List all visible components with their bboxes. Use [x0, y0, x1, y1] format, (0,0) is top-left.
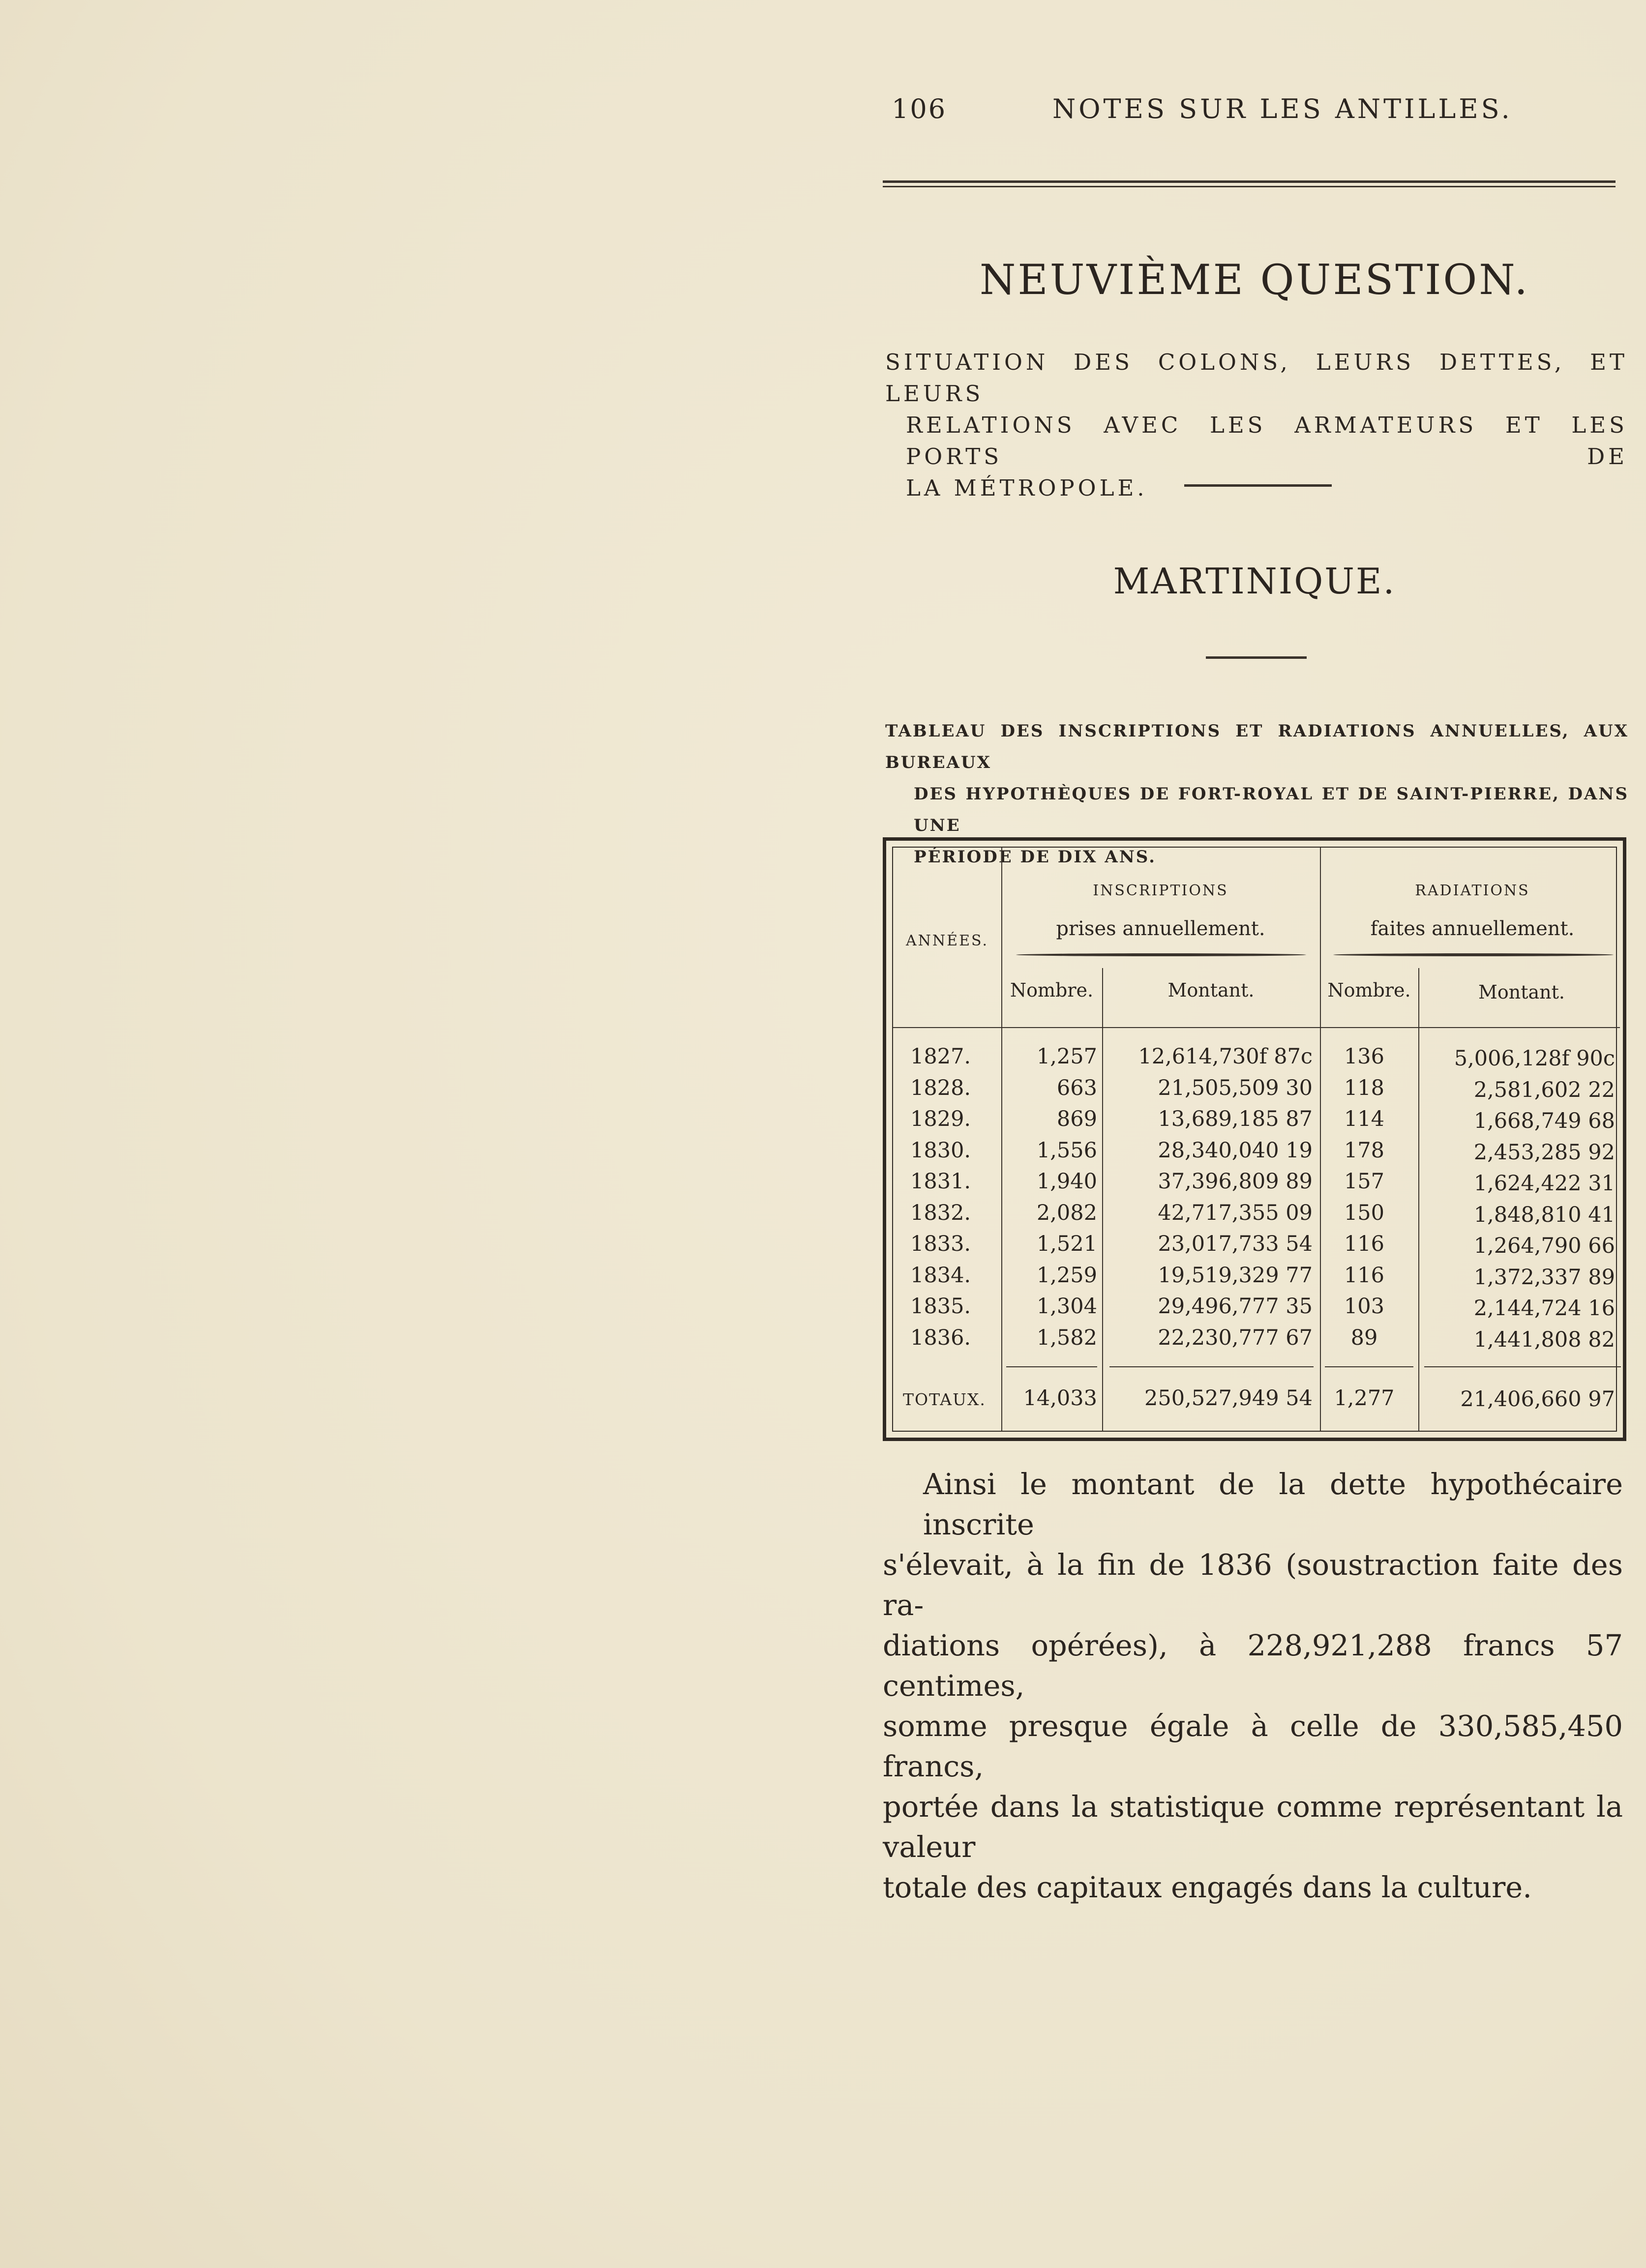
row-rad-montant: 1,848,810 41 — [1473, 1203, 1615, 1227]
body-paragraph — [883, 1464, 1623, 1908]
header-double-rule — [883, 180, 1616, 187]
mortgage-table — [883, 837, 1626, 1441]
row-rad-nombre: 136 — [1344, 1044, 1385, 1069]
paragraph-line: totale des capitaux engagés dans la culture. — [883, 1870, 1532, 1904]
row-ins-montant: 12,614,730f 87c — [1138, 1044, 1313, 1069]
row-rad-nombre: 116 — [1344, 1232, 1385, 1256]
col-divider — [1102, 968, 1103, 1431]
totals-ins-nombre: 14,033 — [1023, 1386, 1097, 1411]
running-header — [883, 93, 1626, 133]
row-year: 1834. — [910, 1263, 971, 1288]
totals-label: TOTAUX. — [903, 1390, 986, 1409]
row-rad-montant: 1,668,749 68 — [1473, 1109, 1615, 1133]
table-inner-border — [892, 847, 1617, 1432]
row-ins-nombre: 869 — [1056, 1107, 1097, 1131]
totals-rule — [1006, 1366, 1097, 1367]
ornamental-rule — [1333, 953, 1614, 956]
paragraph-line: s'élevait, à la fin de 1836 (soustraction faite des ra- — [883, 1548, 1623, 1622]
row-rad-nombre: 114 — [1344, 1107, 1385, 1131]
section-divider — [1206, 656, 1307, 659]
totals-ins-montant: 250,527,949 54 — [1144, 1386, 1313, 1411]
years-header: ANNÉES. — [906, 932, 988, 949]
row-ins-nombre: 1,259 — [1036, 1263, 1097, 1288]
subtitle-line: SITUATION DES COLONS, LEURS DETTES, ET LEURS — [885, 349, 1628, 407]
row-ins-nombre: 2,082 — [1036, 1201, 1097, 1225]
running-title: NOTES SUR LES ANTILLES. — [1052, 93, 1513, 124]
row-ins-montant: 22,230,777 67 — [1158, 1325, 1313, 1350]
paragraph-line: somme presque égale à celle de 330,585,450 francs, — [883, 1709, 1623, 1783]
rad-montant-header: Montant. — [1478, 981, 1565, 1003]
row-year: 1831. — [910, 1169, 971, 1194]
row-rad-nombre: 118 — [1344, 1076, 1385, 1100]
caption-line: PÉRIODE DE DIX ANS. — [914, 847, 1156, 867]
row-ins-nombre: 1,521 — [1036, 1232, 1097, 1256]
totals-rad-montant: 21,406,660 97 — [1460, 1387, 1615, 1412]
header-bottom-rule — [893, 1027, 1620, 1028]
row-ins-montant: 13,689,185 87 — [1158, 1107, 1313, 1131]
row-ins-nombre: 1,304 — [1036, 1294, 1097, 1319]
row-ins-montant: 23,017,733 54 — [1158, 1232, 1313, 1256]
row-ins-montant: 19,519,329 77 — [1158, 1263, 1313, 1288]
row-rad-nombre: 178 — [1344, 1138, 1385, 1163]
subtitle-line: RELATIONS AVEC LES ARMATEURS ET LES PORTS DE — [906, 412, 1628, 470]
region-title: MARTINIQUE. — [1113, 560, 1396, 602]
radiations-subheader: faites annuellement. — [1370, 917, 1575, 940]
row-ins-montant: 37,396,809 89 — [1158, 1169, 1313, 1194]
row-rad-nombre: 89 — [1350, 1325, 1378, 1350]
caption-line: DES HYPOTHÈQUES DE FORT-ROYAL ET DE SAINT-PIERRE, DANS UNE — [914, 784, 1629, 835]
row-year: 1832. — [910, 1201, 971, 1225]
totals-rule — [1109, 1366, 1314, 1367]
ornamental-rule — [1016, 953, 1306, 956]
row-ins-nombre: 663 — [1056, 1076, 1097, 1100]
rad-nombre-header: Nombre. — [1327, 979, 1411, 1001]
section-divider — [1184, 484, 1332, 487]
row-year: 1833. — [910, 1232, 971, 1256]
row-ins-montant: 28,340,040 19 — [1158, 1138, 1313, 1163]
row-ins-nombre: 1,582 — [1036, 1325, 1097, 1350]
caption-line: TABLEAU DES INSCRIPTIONS ET RADIATIONS ANNUELLES, AUX BUREAUX — [885, 721, 1629, 772]
ins-montant-header: Montant. — [1167, 979, 1255, 1001]
paragraph-line: diations opérées), à 228,921,288 francs 57 centimes, — [883, 1628, 1623, 1703]
question-subtitle — [885, 347, 1628, 504]
row-rad-montant: 1,441,808 82 — [1473, 1327, 1615, 1352]
row-ins-nombre: 1,940 — [1036, 1169, 1097, 1194]
row-rad-nombre: 116 — [1344, 1263, 1385, 1288]
row-rad-montant: 1,372,337 89 — [1473, 1265, 1615, 1290]
radiations-header: RADIATIONS — [1415, 882, 1530, 899]
row-rad-nombre: 157 — [1344, 1169, 1385, 1194]
row-ins-montant: 29,496,777 35 — [1158, 1294, 1313, 1319]
row-rad-nombre: 103 — [1344, 1294, 1385, 1319]
row-rad-montant: 1,264,790 66 — [1473, 1234, 1615, 1258]
row-ins-montant: 21,505,509 30 — [1158, 1076, 1313, 1100]
row-ins-nombre: 1,257 — [1036, 1044, 1097, 1069]
subtitle-line: LA MÉTROPOLE. — [906, 475, 1148, 501]
row-rad-montant: 2,453,285 92 — [1473, 1140, 1615, 1165]
row-year: 1835. — [910, 1294, 971, 1319]
inscriptions-header: INSCRIPTIONS — [1093, 882, 1228, 899]
totals-rule — [1325, 1366, 1413, 1367]
ins-nombre-header: Nombre. — [1010, 979, 1094, 1001]
question-title: NEUVIÈME QUESTION. — [979, 256, 1530, 304]
row-ins-nombre: 1,556 — [1036, 1138, 1097, 1163]
inscriptions-subheader: prises annuellement. — [1056, 917, 1265, 940]
row-rad-montant: 2,144,724 16 — [1473, 1296, 1615, 1321]
totals-rad-nombre: 1,277 — [1334, 1386, 1395, 1411]
row-rad-montant: 5,006,128f 90c — [1454, 1046, 1615, 1071]
row-rad-montant: 1,624,422 31 — [1473, 1171, 1615, 1196]
row-year: 1836. — [910, 1325, 971, 1350]
paragraph-line: portée dans la statistique comme représentant la valeur — [883, 1790, 1623, 1864]
page-number: 106 — [892, 93, 947, 124]
col-divider — [1418, 968, 1419, 1431]
paragraph-line: Ainsi le montant de la dette hypothécaire inscrite — [923, 1467, 1623, 1541]
row-year: 1829. — [910, 1107, 971, 1131]
totals-rule — [1424, 1366, 1621, 1367]
row-year: 1827. — [910, 1044, 971, 1069]
row-year: 1830. — [910, 1138, 971, 1163]
row-rad-montant: 2,581,602 22 — [1473, 1078, 1615, 1102]
row-rad-nombre: 150 — [1344, 1201, 1385, 1225]
row-year: 1828. — [910, 1076, 971, 1100]
row-ins-montant: 42,717,355 09 — [1158, 1201, 1313, 1225]
